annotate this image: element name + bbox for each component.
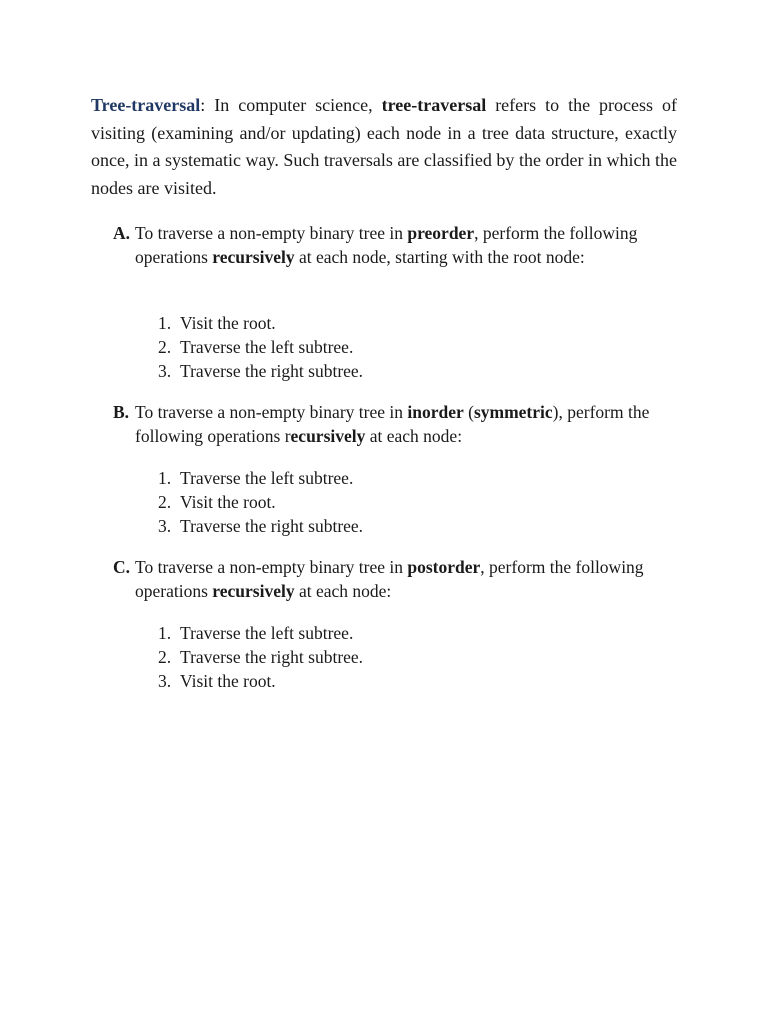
section-a-text-1: To traverse a non-empty binary tree in xyxy=(135,223,408,243)
intro-term-bold: tree-traversal xyxy=(381,95,487,115)
list-item xyxy=(158,359,363,383)
section-b-symmetric: symmetric xyxy=(473,402,553,422)
section-c-letter: C. xyxy=(113,557,131,577)
section-c-text-2: , perform the following operations xyxy=(135,557,644,601)
step-number: 1. xyxy=(158,623,172,643)
step-number: 2. xyxy=(158,337,172,357)
step-number: 2. xyxy=(158,647,172,667)
section-c-steps xyxy=(158,621,363,693)
step-text: Visit the root. xyxy=(180,671,276,691)
section-b-text-4: at each node: xyxy=(365,425,463,446)
section-a-recursively: recursively xyxy=(212,246,295,267)
intro-paragraph xyxy=(91,92,677,202)
step-number: 2. xyxy=(158,492,172,512)
step-text: Traverse the right subtree. xyxy=(180,647,364,667)
section-b-recursively: ecursively xyxy=(290,425,366,446)
list-item xyxy=(158,490,363,514)
step-text: Traverse the right subtree. xyxy=(180,361,364,381)
step-number: 3. xyxy=(158,361,172,381)
step-number: 1. xyxy=(158,313,172,333)
section-c xyxy=(113,556,673,603)
step-text: Visit the root. xyxy=(180,313,276,333)
section-c-recursively: recursively xyxy=(212,580,295,601)
section-b-steps xyxy=(158,466,363,538)
section-b-letter: B. xyxy=(113,402,130,422)
step-text: Traverse the left subtree. xyxy=(180,337,354,357)
section-b-text-3: ), perform the following operations r xyxy=(135,402,650,446)
section-a-text xyxy=(135,222,673,269)
section-c-postorder: postorder xyxy=(407,557,481,577)
section-a-text-2: , perform the following operations xyxy=(135,223,638,267)
list-item xyxy=(158,466,363,490)
section-a-letter: A. xyxy=(113,223,131,243)
section-b-text-2: ( xyxy=(463,402,474,422)
intro-text-2: refers to the process of visiting (examining and/or updating) each node in a tree data structure, exactly once, in a systematic way. Such traversals are classified by the order in which the nodes are visited. xyxy=(91,95,678,198)
section-a xyxy=(113,222,673,269)
section-a-steps xyxy=(158,311,363,383)
section-c-text-1: To traverse a non-empty binary tree in xyxy=(135,557,408,577)
section-a-text-3: at each node, starting with the root node: xyxy=(294,246,585,267)
list-item xyxy=(158,621,363,645)
section-a-preorder: preorder xyxy=(407,223,475,243)
section-b xyxy=(113,401,673,448)
step-text: Traverse the left subtree. xyxy=(180,623,354,643)
list-item xyxy=(158,335,363,359)
section-b-inorder: inorder xyxy=(407,402,464,422)
section-b-text-1: To traverse a non-empty binary tree in xyxy=(135,402,408,422)
step-number: 3. xyxy=(158,516,172,536)
list-item xyxy=(158,514,363,538)
step-text: Traverse the right subtree. xyxy=(180,516,364,536)
section-c-text xyxy=(135,556,673,603)
step-text: Visit the root. xyxy=(180,492,276,512)
list-item xyxy=(158,311,363,335)
section-c-text-3: at each node: xyxy=(294,580,392,601)
intro-term-heading: Tree-traversal xyxy=(91,95,201,115)
list-item xyxy=(158,645,363,669)
intro-text-1: : In computer science, xyxy=(200,95,382,115)
list-item xyxy=(158,669,363,693)
step-number: 3. xyxy=(158,671,172,691)
step-number: 1. xyxy=(158,468,172,488)
section-b-text xyxy=(135,401,673,448)
step-text: Traverse the left subtree. xyxy=(180,468,354,488)
